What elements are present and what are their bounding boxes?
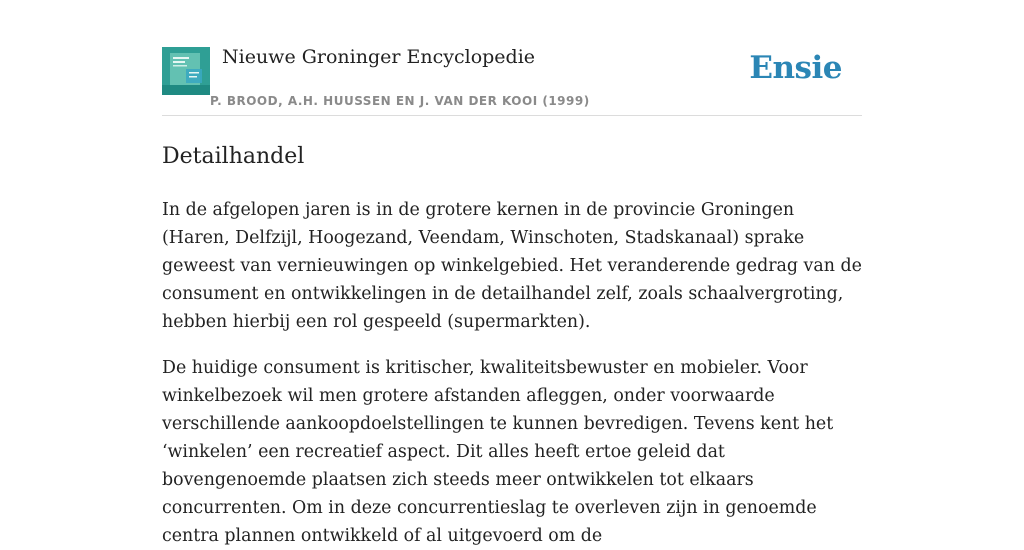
book-authors: P. BROOD, A.H. HUUSSEN EN J. VAN DER KOOI (1999) [210, 94, 590, 108]
article-paragraph-1: In de afgelopen jaren is in de grotere kernen in de provincie Groningen (Haren, Delfzijl, Hoogezand, Veendam, Winschoten, Stadskanaal) sprake geweest van vernieuwingen op winkelgebied. Het veranderende gedrag van de consument en ontwikkelingen in de detailhandel zelf, zoals schaalvergroting, hebben hierbij een rol gespeeld (supermarkten). [162, 200, 862, 332]
article-paragraph-2: De huidige consument is kritischer, kwaliteitsbewuster en mobieler. Voor winkelbezoek wil men grotere afstanden afleggen, onder voorwaarde verschillende aankoopdoelstellingen te kunnen bevredigen. Tevens kent het ‘winkelen’ een recreatief aspect. Dit alles heeft ertoe geleid dat bovengenoemde plaatsen zich steeds meer ontwikkelen tot elkaars concurrenten. Om in deze concurrentieslag te overleven zijn in genoemde centra plannen ontwikkeld of al uitgevoerd om de [162, 358, 834, 546]
article-title: Detailhandel [162, 144, 305, 169]
book-cover-thumbnail-icon[interactable] [162, 47, 210, 95]
book-title-link[interactable]: Nieuwe Groninger Encyclopedie [222, 46, 536, 68]
source-header [162, 38, 862, 116]
article-card [162, 38, 862, 550]
ensie-logo[interactable]: Ensie [749, 50, 842, 86]
